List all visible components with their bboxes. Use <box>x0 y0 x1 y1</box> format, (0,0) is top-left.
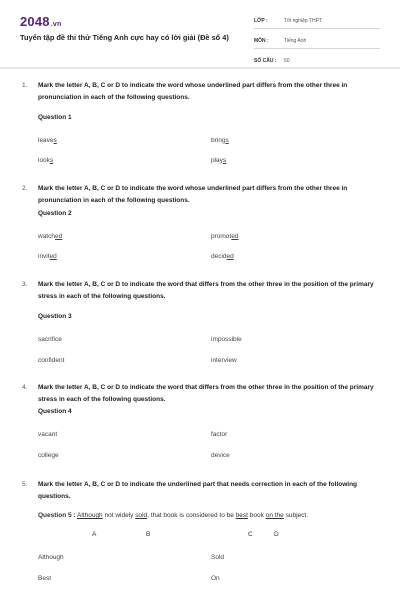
logo-main: 2048 <box>20 14 50 29</box>
question-number: 3. <box>22 281 28 288</box>
option-underlined: s <box>222 157 227 164</box>
question-instruction: Mark the letter A, B, C or D to indicate the underlined part that needs correction in each of the following questions. <box>38 481 358 500</box>
option-underlined: ed <box>231 233 239 240</box>
answer-option-a[interactable] <box>38 554 64 561</box>
option-underlined: ed <box>49 253 57 260</box>
answer-option-d[interactable] <box>211 575 220 582</box>
answer-option-b[interactable] <box>211 336 242 343</box>
sentence-part: book <box>247 512 266 519</box>
option-text: interview <box>211 357 237 364</box>
option-text: impossible <box>211 336 242 343</box>
option-text: bring <box>211 137 226 144</box>
answer-option-d[interactable] <box>211 357 237 364</box>
answer-option-c[interactable] <box>38 575 51 582</box>
document-title: Tuyển tập đề thi thử Tiếng Anh cực hay có lời giải (Đề số 4) <box>20 33 229 42</box>
option-text: invit <box>38 253 50 260</box>
meta-grade <box>254 14 380 29</box>
answer-option-c[interactable] <box>38 357 64 364</box>
option-text: play <box>211 157 223 164</box>
option-text: vacant <box>38 431 58 438</box>
answer-option-b[interactable] <box>211 233 238 240</box>
part-letter-d: D <box>274 531 279 538</box>
underlined-part-c: best <box>235 512 248 519</box>
underlined-part-a: Although <box>77 512 103 519</box>
question-label: Question 5 : <box>38 512 76 519</box>
question-number: 4. <box>22 384 28 391</box>
option-text: college <box>38 452 59 459</box>
option-text: Best <box>38 575 52 582</box>
option-text: decid <box>211 253 227 260</box>
option-underlined: s <box>49 157 54 164</box>
answer-option-d[interactable] <box>211 253 234 260</box>
answer-option-d[interactable] <box>211 157 226 164</box>
option-text: watch <box>38 233 55 240</box>
option-text: device <box>211 452 230 459</box>
option-underlined: ed <box>54 233 63 240</box>
part-letter-c: C <box>248 531 253 538</box>
question-instruction: Mark the letter A, B, C or D to indicate the word that differs from the other three in the position of the primary stress in each of the following questions. <box>38 384 374 403</box>
question-instruction: Mark the letter A, B, C or D to indicate the word that differs from the other three in the position of the primary stress in each of the following questions. <box>38 281 374 300</box>
answer-option-b[interactable] <box>211 431 227 438</box>
question-number: 2. <box>22 185 28 192</box>
option-underlined: ed <box>226 253 234 260</box>
option-text: On <box>211 575 220 582</box>
site-logo[interactable] <box>20 14 61 29</box>
answer-option-b[interactable] <box>211 137 229 144</box>
sentence-part: not widely <box>102 512 136 519</box>
underlined-part-d: on the <box>265 512 284 519</box>
answer-option-c[interactable] <box>38 157 53 164</box>
option-text: Sold <box>211 554 225 561</box>
logo-suffix: .vn <box>50 21 62 28</box>
part-letter-b: B <box>146 531 151 538</box>
answer-option-d[interactable] <box>211 452 230 459</box>
question-label: Question 1 <box>38 114 72 121</box>
option-underlined: s <box>53 137 57 144</box>
option-underlined: s <box>225 137 229 144</box>
option-text: look <box>38 157 50 164</box>
question-number: 1. <box>22 82 28 89</box>
meta-value: Tiếng Anh <box>284 38 307 44</box>
underlined-part-b: sold <box>135 512 148 519</box>
answer-option-a[interactable] <box>38 431 57 438</box>
header-divider <box>0 67 400 69</box>
meta-value: 50 <box>284 58 290 64</box>
option-text: confident <box>38 357 65 364</box>
question-sentence <box>38 512 308 519</box>
option-text: leave <box>38 137 54 144</box>
question-instruction: Mark the letter A, B, C or D to indicate the word whose underlined part differs from the other three in pronunciation in each of the following questions. <box>38 82 348 101</box>
answer-option-a[interactable] <box>38 336 62 343</box>
option-text: Although <box>38 554 64 561</box>
meta-key: MÔN : <box>254 38 269 44</box>
sentence-part: , that book is considered to be <box>147 512 236 519</box>
question-number: 5. <box>22 481 28 488</box>
answer-option-c[interactable] <box>38 253 57 260</box>
question-label: Question 4 <box>38 408 72 415</box>
question-label: Question 2 <box>38 210 72 217</box>
meta-value: Tốt nghiệp THPT <box>284 18 322 24</box>
document-meta <box>254 14 380 74</box>
option-text: promot <box>211 233 232 240</box>
answer-option-a[interactable] <box>38 233 62 240</box>
answer-option-a[interactable] <box>38 137 57 144</box>
part-letter-a: A <box>92 531 97 538</box>
answer-option-b[interactable] <box>211 554 224 561</box>
meta-subject <box>254 34 380 49</box>
question-instruction: Mark the letter A, B, C or D to indicate the word whose underlined part differs from the other three in pronunciation in each of the following questions. <box>38 185 348 204</box>
sentence-part: subject. <box>283 512 308 519</box>
meta-key: SỐ CÂU : <box>254 58 277 64</box>
meta-key: LỚP : <box>254 18 268 24</box>
answer-option-c[interactable] <box>38 452 59 459</box>
question-label: Question 3 <box>38 313 72 320</box>
option-text: factor <box>211 431 228 438</box>
option-text: sacrifice <box>38 336 62 343</box>
